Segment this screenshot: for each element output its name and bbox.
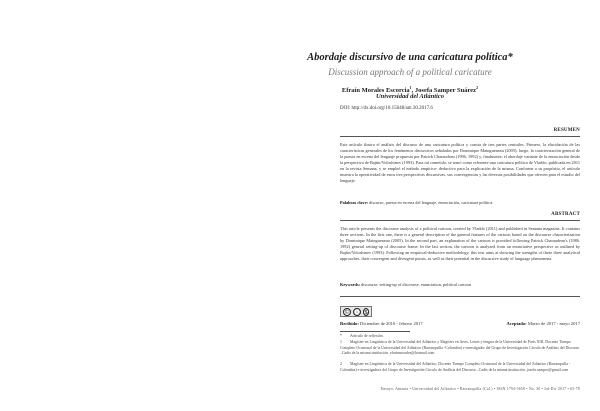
footnote-rule [340, 331, 410, 332]
resumen-text: Este artículo ilustra el análisis del discurso de una caricatura política y consta de tres partes centrales. Primero, la elucidación de las características generales de los fenómenos discursivos señalados por Dominique Maingueneau (2005); luego, la caracterización general de la puesta en escena del lenguaje propuesta por Patrick Charaudeau (1996, 1992) y, finalmente, el abordaje variante de la enunciación desde la perspectiva de Bajtín/Voloshinov (1993). Para tal cometido, se tomó como referente una caricatura política de Vladdo, publicada en 2011 en la revista Semana, y se empleó el método empírico- deductivo para la explicación de la misma. Conforme a su propósito, el artículo muestra la operatividad de estos tres perspectivas discursivas, sus convergencias y las diversas posibilidades que ofrecen para el estudio del lenguaje. [340, 142, 580, 183]
accepted-label: Aceptado: [506, 321, 527, 326]
keywords-label-es: Palabras clave: [340, 200, 369, 205]
footnote-text: Artículo de reflexión. [350, 334, 384, 338]
footnote-text: Magíster en Lingüística de la Universidad del Atlántico y Magíster en Artes, Letras y lengua de la Universidad de París XIII. Docente Tiempo Completo Ocasional de la Universidad del Atlántico (Barranquilla -Colombia) e investigador del Grupo de Investigación Círculo de Análisis del Discurso –Cadis de la misma institución. efrainmorales@hotmail.com [340, 340, 580, 356]
keywords-label-en: Keywords: [340, 282, 361, 287]
cc-icon: © [344, 308, 350, 316]
footnote-mark: 1 [340, 340, 342, 344]
dates-line [340, 321, 580, 326]
received-value: Diciembre de 2016 - febrero 2017 [358, 321, 423, 326]
by-icon: ⓘ [354, 308, 361, 316]
article-title: Abordaje discursivo de una caricatura política* [307, 52, 513, 63]
keywords-en: discourse, setting-up of discourse, enunciation, political cartoon [360, 282, 472, 287]
abstract-rule [340, 220, 580, 221]
footnote-mark: 2 [340, 362, 342, 366]
author-1: Efraín Morales Escorcia [341, 87, 410, 95]
author-1-mark: 1 [409, 85, 412, 90]
resumen-heading: RESUMEN [553, 128, 580, 133]
footnote-text: Magíster en Lingüística de la Universidad del Atlántico. Docente Tiempo Completo Ocasional de la Universidad del Atlántico (Barranquilla -Colombia) e investigadora del Grupo de Investigación Círculo de Análisis del Discurso –Cadis de la misma institución. josefa.samper@gmail.com [340, 362, 571, 372]
university: Universidad del Atlántico [375, 93, 444, 100]
abstract-text: This article presents the discourse analysis of a political cartoon, created by Vladdo (2011) and published in Semana magazine. It contains three sections. In the first one, there is a general description of the general features of the cartoon based on the discourse characterization by Dominique Maingueneau (2005). In the second part, an explanation of the cartoon is provided following Patrick Charaudeau's (1986, 1992) general setting-up of discourse frame. In the last section, the cartoon is analyzed from an enunciative perspective as outlined by Bajtín/Voloshinov (1993). Following an empirical-deductive methodology, this text aims at showing the strengths of these three analytical approaches, their convergent and divergent points, as well as their potential in the discursive study of language phenomena. [340, 226, 580, 261]
author-2: Josefa Samper Suárez [414, 87, 477, 95]
footnote-star [340, 334, 580, 340]
article-subtitle: Discussion approach of a political caricature [328, 67, 492, 77]
accepted-value: Marzo de 2017 - mayo 2017 [526, 321, 580, 326]
author-separator: , [411, 87, 415, 95]
received-date [340, 321, 423, 326]
nc-icon: $ [364, 308, 368, 316]
footnote-1 [340, 340, 580, 357]
received-label: Recibido: [340, 321, 359, 326]
keywords-es: discurso, puesta en escena del lenguaje, enunciación, caricatura política. [368, 200, 494, 205]
license-rule [340, 296, 580, 297]
footnote-2 [340, 362, 580, 373]
resumen-keywords [340, 200, 580, 206]
journal-footer: Ensayo, Amauta • Universidad del Atlántico • Barranquilla (Col.) • ISSN 1794-5658 • No. 30 • Jul-Dic 2017 • 65-78 [380, 387, 580, 391]
doi-link[interactable]: DOI: http://dx.doi.org/10.15648/am.30.2017.6 [340, 106, 433, 111]
author-2-mark: 2 [476, 85, 479, 90]
abstract-heading: ABSTRACT [551, 212, 580, 217]
resumen-rule [340, 136, 580, 137]
abstract-keywords [340, 282, 580, 288]
accepted-date [507, 321, 581, 326]
footnote-mark: * [340, 334, 342, 338]
cc-license-badge[interactable] [340, 306, 372, 317]
